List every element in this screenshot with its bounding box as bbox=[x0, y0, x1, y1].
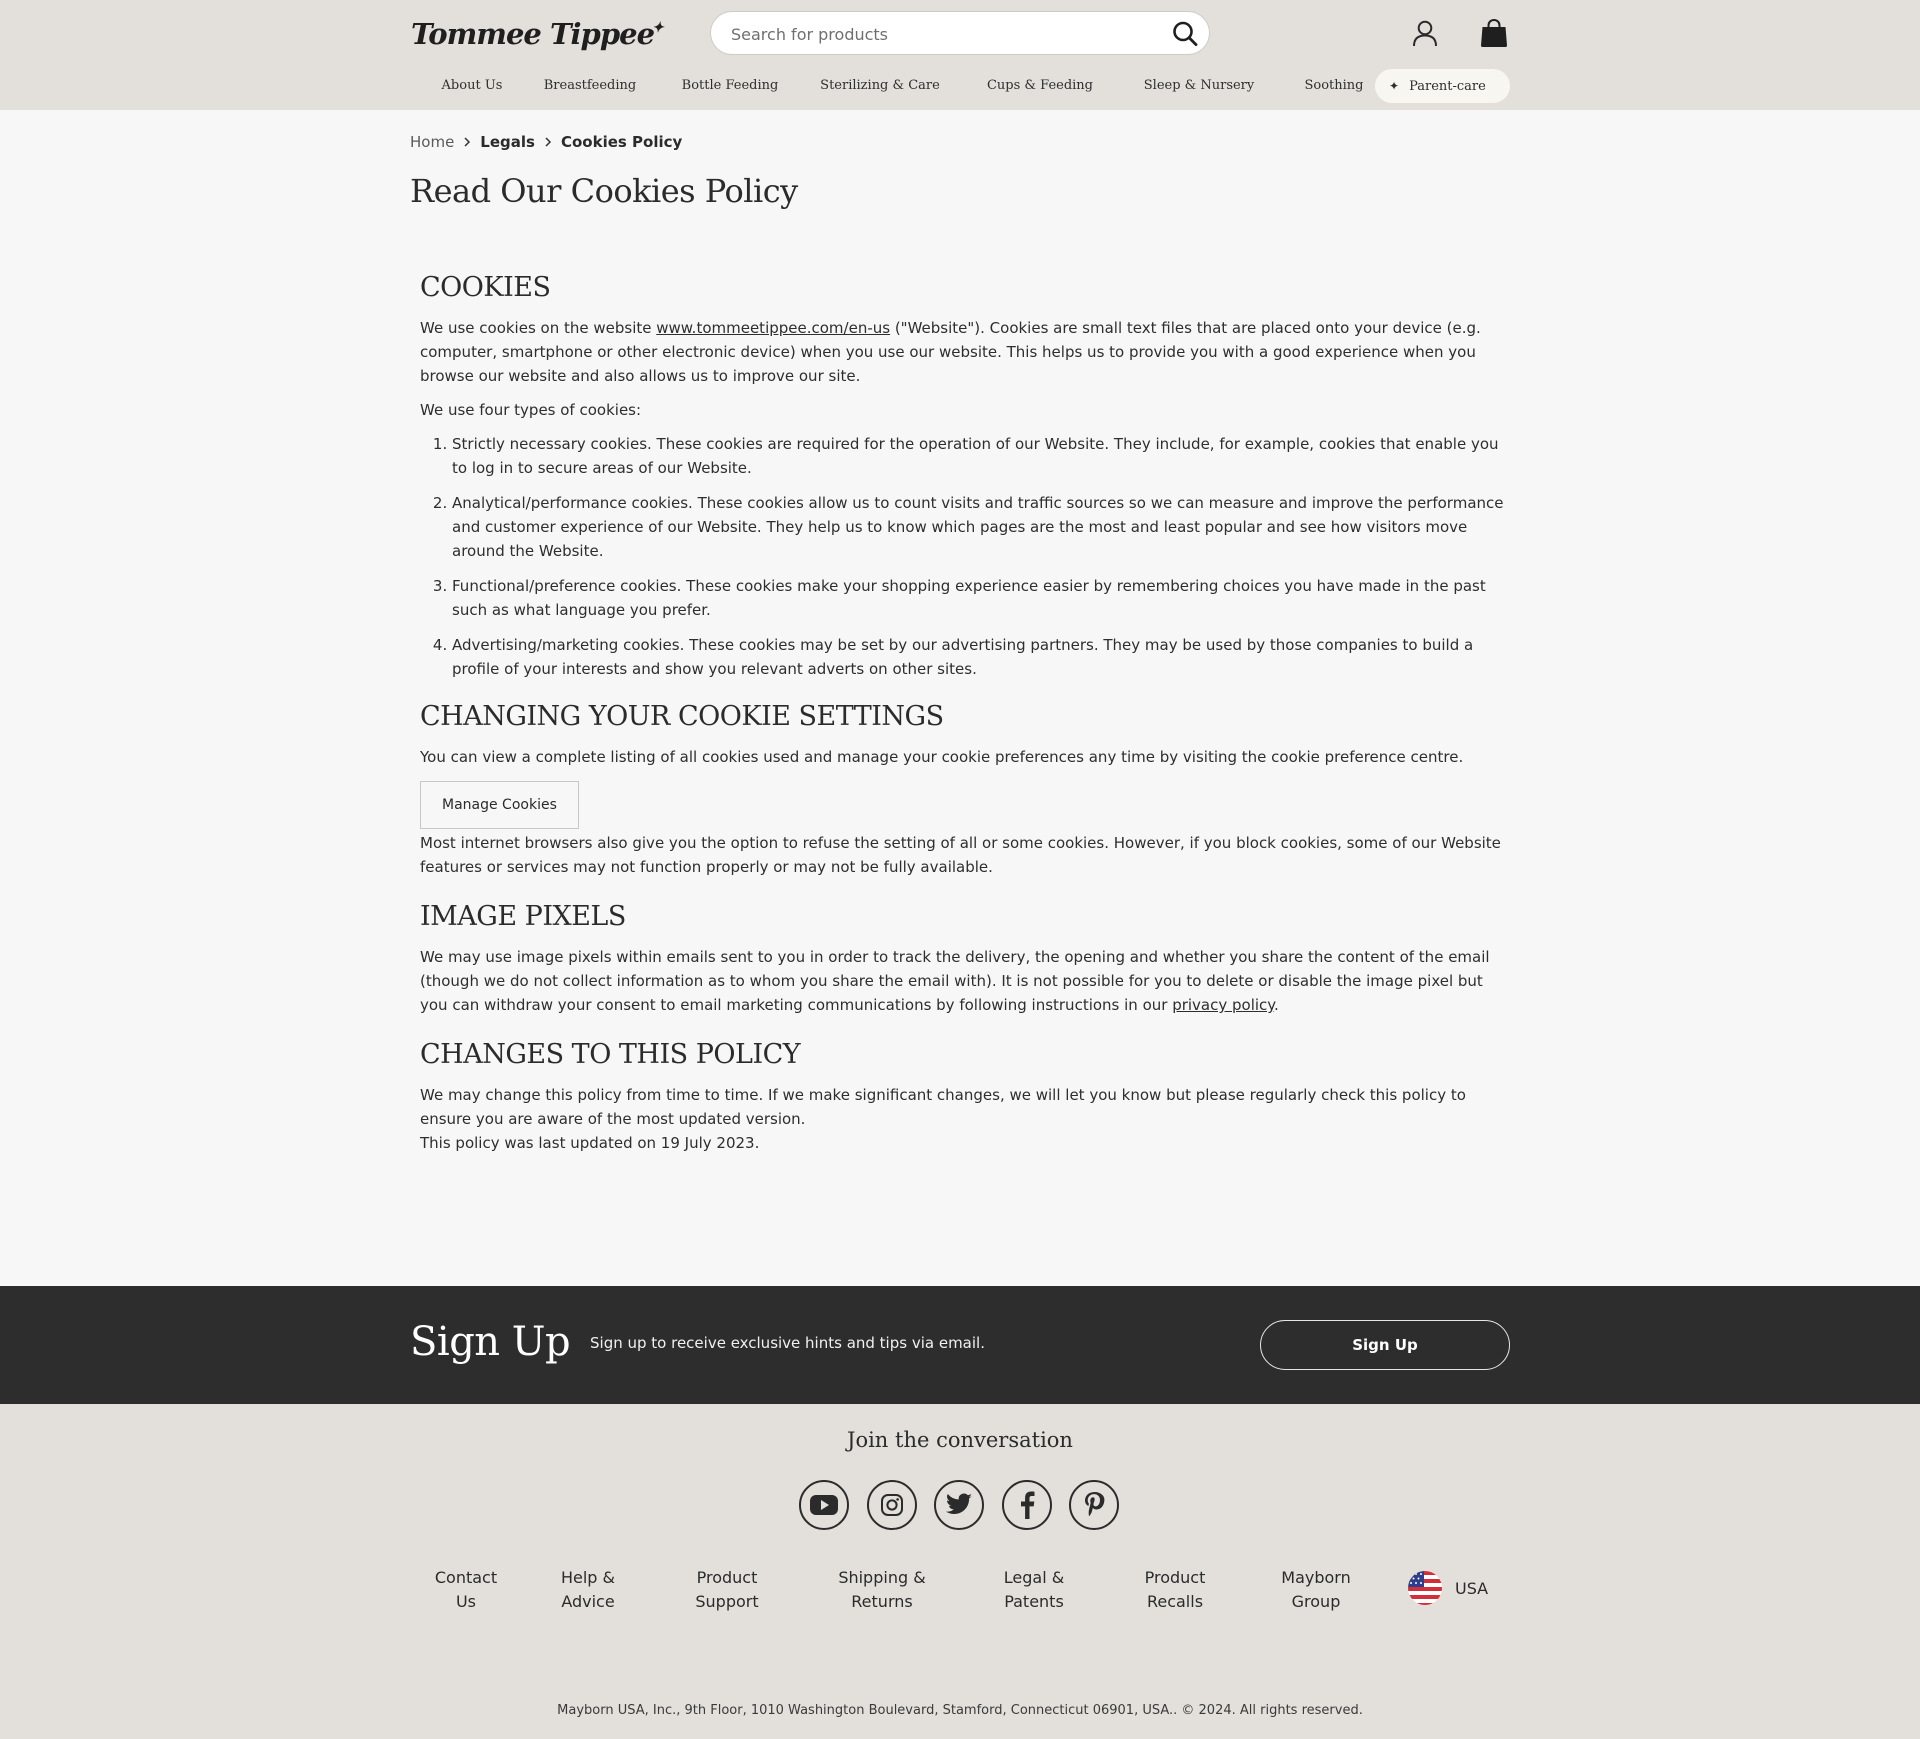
link-line: Mayborn bbox=[1281, 1568, 1351, 1587]
list-item: 3. Functional/preference cookies. These cookies make your shopping experience easier by remembering choices you have made in the past such as what language you prefer. bbox=[452, 574, 1510, 622]
footer-link-product-recalls[interactable] bbox=[1115, 1566, 1235, 1614]
usa-flag-icon bbox=[1407, 1570, 1443, 1606]
chevron-right-icon bbox=[454, 132, 480, 152]
logo-star-icon: ✦ bbox=[652, 20, 663, 36]
breadcrumb-current: Cookies Policy bbox=[560, 133, 683, 151]
link-line: Group bbox=[1291, 1592, 1341, 1611]
shopping-bag-icon[interactable] bbox=[1478, 17, 1510, 49]
text: ("Website"). Cookies are small text files that are placed onto your device (e.g. computer, smartphone or other electronic device) when you use our website. This helps us to provide you with a good experience when you browse our website and also allows us to improve our site. bbox=[420, 319, 1481, 385]
link-line: Contact bbox=[434, 1568, 498, 1587]
link-line: Returns bbox=[851, 1592, 913, 1611]
browser-settings-paragraph: Most internet browsers also give you the option to refuse the setting of all or some cookies. However, if you block cookies, some of our Website features or services may not function properly or may not be fully available. bbox=[420, 834, 1501, 876]
link-line: Recalls bbox=[1146, 1592, 1204, 1611]
last-updated-text: This policy was last updated on 19 July 2023. bbox=[420, 1134, 760, 1152]
nav-pill-label: Parent-care bbox=[1409, 79, 1486, 94]
section-heading-image-pixels: IMAGE PIXELS bbox=[420, 901, 626, 932]
link-line: Advice bbox=[561, 1592, 615, 1611]
website-link[interactable]: www.tommeetippee.com/en-us bbox=[656, 319, 891, 337]
link-line: Help & bbox=[560, 1568, 616, 1587]
link-line: Us bbox=[455, 1592, 477, 1611]
footer-links bbox=[0, 1566, 1920, 1626]
nav-item-bottle-feeding[interactable]: Bottle Feeding bbox=[681, 78, 779, 93]
footer-link-shipping-returns[interactable] bbox=[822, 1566, 942, 1614]
sparkle-icon: ✦ bbox=[1389, 79, 1400, 93]
text: We may use image pixels within emails sent to you in order to track the delivery, the opening and whether you share the content of the email (though we do not collect information as to whom you share the email with). It is not possible for you to delete or disable the image pixel but you can withdraw your consent to email marketing communications by following instructions in our bbox=[420, 948, 1490, 1014]
signup-description: Sign up to receive exclusive hints and tips via email. bbox=[590, 1334, 985, 1352]
signup-title: Sign Up bbox=[410, 1319, 571, 1365]
text: . bbox=[1274, 996, 1279, 1014]
region-selector[interactable] bbox=[1407, 1570, 1488, 1606]
cookies-intro-paragraph bbox=[420, 316, 1510, 388]
nav-item-breastfeeding[interactable]: Breastfeeding bbox=[543, 78, 637, 93]
search-bar bbox=[710, 11, 1210, 55]
account-icon[interactable] bbox=[1409, 17, 1441, 49]
facebook-icon[interactable] bbox=[1002, 1480, 1052, 1530]
copyright-text: Mayborn USA, Inc., 9th Floor, 1010 Washington Boulevard, Stamford, Connecticut 06901, USA.. © 2024. All rights reserved. bbox=[557, 1703, 1363, 1718]
text: We may change this policy from time to time. If we make significant changes, we will let you know but please regularly check this policy to ensure you are aware of the most updated version. bbox=[420, 1086, 1466, 1128]
cookie-types-intro: We use four types of cookies: bbox=[420, 401, 642, 419]
footer-link-product-support[interactable] bbox=[667, 1566, 787, 1614]
footer-link-mayborn-group[interactable] bbox=[1256, 1566, 1376, 1614]
link-line: Support bbox=[695, 1592, 759, 1611]
twitter-icon[interactable] bbox=[934, 1480, 984, 1530]
footer-link-help-advice[interactable] bbox=[528, 1566, 648, 1614]
link-line: Product bbox=[1144, 1568, 1206, 1587]
footer-link-legal-patents[interactable] bbox=[974, 1566, 1094, 1614]
nav-item-cups-feeding[interactable]: Cups & Feeding bbox=[986, 78, 1094, 93]
site-footer bbox=[0, 1404, 1920, 1739]
privacy-policy-link[interactable]: privacy policy bbox=[1172, 996, 1275, 1014]
instagram-icon[interactable] bbox=[867, 1480, 917, 1530]
text: We use cookies on the website bbox=[420, 319, 657, 337]
nav-item-soothing[interactable]: Soothing bbox=[1304, 78, 1364, 93]
pinterest-icon[interactable] bbox=[1069, 1480, 1119, 1530]
policy-content bbox=[420, 270, 1510, 1155]
nav-item-sleep-nursery[interactable]: Sleep & Nursery bbox=[1143, 78, 1255, 93]
link-line: Shipping & bbox=[838, 1568, 926, 1587]
changes-paragraph bbox=[420, 1083, 1510, 1155]
list-item: 1. Strictly necessary cookies. These cookies are required for the operation of our Website. They include, for example, cookies that enable you to log in to secure areas of our Website. bbox=[452, 432, 1510, 480]
nav-item-sterilizing-care[interactable]: Sterilizing & Care bbox=[820, 78, 940, 93]
chevron-right-icon bbox=[535, 132, 561, 152]
breadcrumb-home[interactable]: Home bbox=[410, 133, 455, 151]
breadcrumb-legals[interactable]: Legals bbox=[480, 133, 535, 151]
youtube-icon[interactable] bbox=[799, 1480, 849, 1530]
link-line: Product bbox=[696, 1568, 758, 1587]
signup-button[interactable]: Sign Up bbox=[1260, 1320, 1510, 1370]
image-pixels-paragraph bbox=[420, 945, 1510, 1017]
section-heading-changing-settings: CHANGING YOUR COOKIE SETTINGS bbox=[420, 701, 944, 732]
manage-cookies-button[interactable]: Manage Cookies bbox=[420, 781, 579, 829]
cookie-types-list bbox=[420, 432, 1510, 681]
logo-text: Tommee Tippee bbox=[411, 17, 655, 51]
search-icon[interactable] bbox=[1171, 20, 1199, 48]
join-conversation-heading: Join the conversation bbox=[847, 1428, 1073, 1452]
region-label: USA bbox=[1455, 1578, 1489, 1598]
link-line: Patents bbox=[1004, 1592, 1064, 1611]
list-item: 4. Advertising/marketing cookies. These cookies may be set by our advertising partners. They may be used by those companies to build a profile of your interests and show you relevant adverts on other sites. bbox=[452, 633, 1510, 681]
nav-item-about-us[interactable]: About Us bbox=[441, 78, 503, 93]
list-item: 2. Analytical/performance cookies. These cookies allow us to count visits and traffic sources so we can measure and improve the performance and customer experience of our Website. They help us to know which pages are the most and least popular and see how visitors move around the Website. bbox=[452, 491, 1510, 563]
tommee-tippee-logo[interactable] bbox=[411, 14, 665, 54]
nav-item-parent-care[interactable] bbox=[1375, 69, 1510, 103]
site-header bbox=[0, 0, 1920, 110]
signup-banner bbox=[0, 1286, 1920, 1404]
breadcrumb bbox=[410, 130, 682, 154]
search-input[interactable] bbox=[731, 22, 1151, 46]
section-heading-changes: CHANGES TO THIS POLICY bbox=[420, 1039, 801, 1070]
footer-link-contact-us[interactable] bbox=[406, 1566, 526, 1614]
page-title: Read Our Cookies Policy bbox=[410, 172, 798, 210]
link-line: Legal & bbox=[1003, 1568, 1065, 1587]
changing-settings-paragraph: You can view a complete listing of all cookies used and manage your cookie preferences any time by visiting the cookie preference centre. bbox=[420, 748, 1464, 766]
section-heading-cookies: COOKIES bbox=[420, 272, 551, 303]
